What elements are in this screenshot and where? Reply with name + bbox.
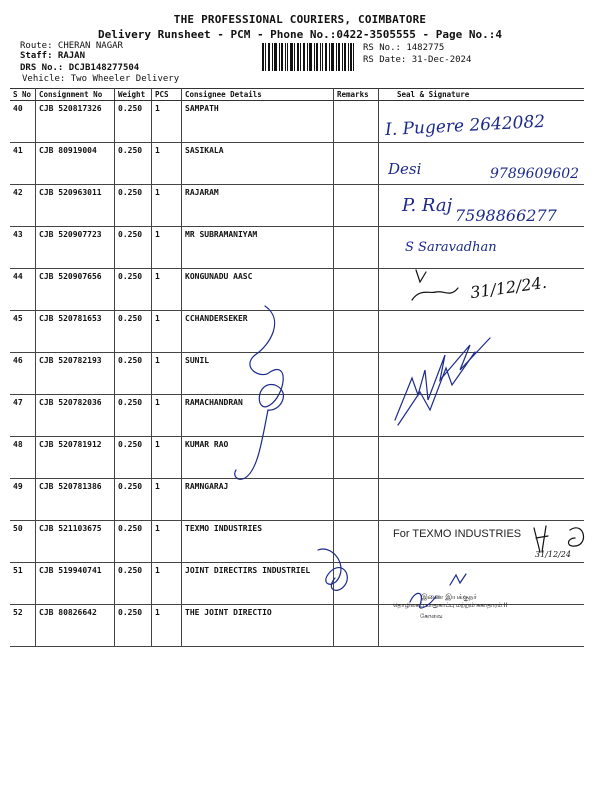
col-remarks: Remarks bbox=[334, 89, 379, 101]
col-pcs: PCS bbox=[152, 89, 182, 101]
cell-pcs: 1 bbox=[152, 101, 182, 143]
cell-pcs: 1 bbox=[152, 437, 182, 479]
cell-weight: 0.250 bbox=[115, 101, 152, 143]
cell-consignee: JOINT DIRECTIRS INDUSTRIEL bbox=[182, 563, 334, 605]
cell-consignment: CJB 80919004 bbox=[36, 143, 115, 185]
cell-consignment: CJB 520782193 bbox=[36, 353, 115, 395]
cell-pcs: 1 bbox=[152, 227, 182, 269]
cell-weight: 0.250 bbox=[115, 605, 152, 647]
cell-consignee: CCHANDERSEKER bbox=[182, 311, 334, 353]
cell-sno: 40 bbox=[10, 101, 36, 143]
cell-sno: 48 bbox=[10, 437, 36, 479]
cell-sno: 51 bbox=[10, 563, 36, 605]
cell-sno: 44 bbox=[10, 269, 36, 311]
signature-row-42-phone: 7598866277 bbox=[455, 206, 557, 225]
stamp-row-52-line3: கோவை bbox=[420, 614, 443, 620]
cell-weight: 0.250 bbox=[115, 479, 152, 521]
cell-consignee: KONGUNADU AASC bbox=[182, 269, 334, 311]
cell-pcs: 1 bbox=[152, 185, 182, 227]
signature-row-40: I. Pugere 2642082 bbox=[384, 111, 546, 141]
cell-weight: 0.250 bbox=[115, 311, 152, 353]
cell-consignee: RAJARAM bbox=[182, 185, 334, 227]
cell-consignment: CJB 520782036 bbox=[36, 395, 115, 437]
col-consignment: Consignment No bbox=[36, 89, 115, 101]
staff-label: Staff: RAJAN bbox=[20, 51, 86, 61]
rs-date: RS Date: 31-Dec-2024 bbox=[363, 55, 472, 65]
cell-consignment: CJB 521103675 bbox=[36, 521, 115, 563]
cell-pcs: 1 bbox=[152, 479, 182, 521]
cell-consignment: CJB 520963011 bbox=[36, 185, 115, 227]
cell-consignee: SUNIL bbox=[182, 353, 334, 395]
cell-pcs: 1 bbox=[152, 353, 182, 395]
cell-consignment: CJB 520781912 bbox=[36, 437, 115, 479]
cell-weight: 0.250 bbox=[115, 143, 152, 185]
cell-pcs: 1 bbox=[152, 311, 182, 353]
cell-consignee: RAMACHANDRAN bbox=[182, 395, 334, 437]
cell-pcs: 1 bbox=[152, 563, 182, 605]
cell-weight: 0.250 bbox=[115, 521, 152, 563]
cell-sno: 52 bbox=[10, 605, 36, 647]
cell-weight: 0.250 bbox=[115, 395, 152, 437]
cell-sno: 47 bbox=[10, 395, 36, 437]
drs-number: DRS No.: DCJB148277504 bbox=[20, 63, 140, 73]
cell-sno: 43 bbox=[10, 227, 36, 269]
cell-weight: 0.250 bbox=[115, 227, 152, 269]
cell-consignee: THE JOINT DIRECTIO bbox=[182, 605, 334, 647]
cell-consignment: CJB 520907723 bbox=[36, 227, 115, 269]
col-seal-signature: Seal & Signature bbox=[379, 89, 585, 101]
cell-sno: 46 bbox=[10, 353, 36, 395]
cell-weight: 0.250 bbox=[115, 563, 152, 605]
cell-sno: 41 bbox=[10, 143, 36, 185]
cell-consignee: TEXMO INDUSTRIES bbox=[182, 521, 334, 563]
cell-consignee: MR SUBRAMANIYAM bbox=[182, 227, 334, 269]
cell-consignee: RAMNGARAJ bbox=[182, 479, 334, 521]
cell-consignment: CJB 520781653 bbox=[36, 311, 115, 353]
stamp-row-52-line2: தொழிலகப் பாதுகாப்பு மற்றும் சுகாதாரம் II bbox=[393, 603, 508, 609]
runsheet-subtitle: Delivery Runsheet - PCM - Phone No.:0422-3505555 - Page No.:4 bbox=[98, 28, 502, 41]
cell-sno: 49 bbox=[10, 479, 36, 521]
cell-consignment: CJB 520817326 bbox=[36, 101, 115, 143]
cell-consignee: SASIKALA bbox=[182, 143, 334, 185]
cell-pcs: 1 bbox=[152, 605, 182, 647]
route-label: Route: CHERAN NAGAR bbox=[20, 41, 123, 51]
cell-sno: 50 bbox=[10, 521, 36, 563]
stamp-row-52-line1: இணை இயக்குநர் bbox=[421, 594, 477, 601]
cell-weight: 0.250 bbox=[115, 437, 152, 479]
vehicle-label: Vehicle: Two Wheeler Delivery bbox=[22, 74, 180, 84]
signature-row-44: 31/12/24. bbox=[469, 272, 548, 303]
signature-row-43: S Saravadhan bbox=[405, 240, 497, 255]
cell-weight: 0.250 bbox=[115, 185, 152, 227]
signature-row-42-name: P. Raj bbox=[402, 195, 453, 216]
cell-consignment: CJB 520781386 bbox=[36, 479, 115, 521]
cell-pcs: 1 bbox=[152, 143, 182, 185]
stamp-row-50: For TEXMO INDUSTRIES bbox=[393, 528, 522, 540]
rs-number: RS No.: 1482775 bbox=[363, 43, 445, 53]
cell-sno: 45 bbox=[10, 311, 36, 353]
company-title: THE PROFESSIONAL COURIERS, COIMBATORE bbox=[173, 13, 427, 26]
cell-weight: 0.250 bbox=[115, 353, 152, 395]
cell-consignment: CJB 80826642 bbox=[36, 605, 115, 647]
signature-row-41-phone: 9789609602 bbox=[490, 166, 580, 182]
col-weight: Weight bbox=[115, 89, 152, 101]
signature-row-41-name: Desi bbox=[388, 160, 422, 178]
cell-pcs: 1 bbox=[152, 521, 182, 563]
cell-weight: 0.250 bbox=[115, 269, 152, 311]
cell-consignee: SAMPATH bbox=[182, 101, 334, 143]
cell-pcs: 1 bbox=[152, 395, 182, 437]
cell-consignment: CJB 520907656 bbox=[36, 269, 115, 311]
col-consignee: Consignee Details bbox=[182, 89, 334, 101]
signature-row-50-date: 31/12/24 bbox=[535, 550, 571, 559]
cell-pcs: 1 bbox=[152, 269, 182, 311]
cell-sno: 42 bbox=[10, 185, 36, 227]
cell-consignment: CJB 519940741 bbox=[36, 563, 115, 605]
col-sno: S No bbox=[10, 89, 36, 101]
cell-consignee: KUMAR RAO bbox=[182, 437, 334, 479]
